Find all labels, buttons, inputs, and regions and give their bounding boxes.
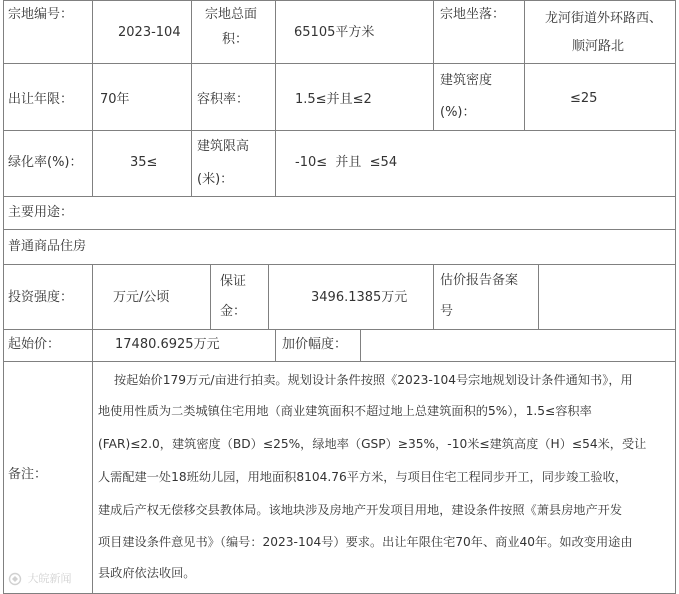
appraisal-label-line2: 号: [440, 304, 454, 319]
grid-line: [92, 130, 93, 196]
remark-line: 项目建设条件意见书》（编号：2023-104号）要求。出让年限住宅70年、商业40年。如改变用途由: [98, 535, 633, 549]
start-price-label: 起始价：: [8, 337, 61, 352]
grid-line: [433, 264, 434, 329]
grid-line: [433, 63, 434, 130]
density-value: ≤25: [570, 91, 598, 106]
grid-line: [191, 63, 192, 130]
green-value: 35≤: [130, 155, 158, 170]
term-label: 出让年限：: [8, 92, 74, 107]
area-label-line2: 积：: [222, 32, 249, 47]
grid-line: [210, 264, 211, 329]
grid-line: [3, 361, 676, 362]
increment-label: 加价幅度：: [282, 337, 348, 352]
main-use-label: 主要用途：: [8, 205, 74, 220]
remark-line: 人需配建一处18班幼儿园，用地面积8104.76平方米，与项目住宅工程同步开工，同步竣工验收，: [98, 470, 628, 484]
grid-line: [675, 0, 676, 594]
grid-line: [360, 329, 361, 361]
term-value: 70年: [100, 92, 130, 107]
height-label-line1: 建筑限高: [197, 139, 250, 154]
grid-line: [3, 130, 676, 131]
deposit-label-line2: 金：: [220, 304, 247, 319]
watermark: [8, 570, 72, 586]
grid-line: [3, 63, 676, 64]
grid-line: [524, 0, 525, 63]
grid-line: [3, 0, 676, 1]
watermark-text: 大皖新闻: [27, 572, 72, 585]
grid-line: [92, 264, 93, 329]
main-use-value: 普通商品住房: [8, 239, 87, 254]
grid-line: [275, 63, 276, 130]
far-value: 1.5≤并且≤2: [295, 92, 372, 107]
grid-line: [3, 229, 676, 230]
remark-line: (FAR)≤2.0，建筑密度（BD）≤25%，绿地率（GSP）≥35%，-10米≤建筑高度（H）≤54米，受让: [98, 437, 647, 451]
watermark-logo-icon: [8, 572, 24, 586]
appraisal-label-line1: 估价报告备案: [440, 273, 519, 288]
area-value: 65105平方米: [294, 25, 375, 40]
remark-line: 建成后产权无偿移交县教体局。该地块涉及房地产开发项目用地，建设条件按照《萧县房地产开发: [98, 503, 623, 517]
grid-line: [92, 329, 93, 361]
remark-label: 备注：: [8, 467, 48, 482]
height-value: -10≤ 并且 ≤54: [295, 155, 398, 170]
far-label: 容积率：: [197, 92, 250, 107]
grid-line: [3, 196, 676, 197]
deposit-label-line1: 保证: [220, 274, 247, 289]
grid-line: [191, 130, 192, 196]
location-value-line1: 龙河街道外环路西、: [545, 11, 663, 26]
grid-line: [275, 0, 276, 63]
remark-line: 按起始价179万元/亩进行拍卖。规划设计条件按照《2023-104号宗地规划设计条件通知书》，用: [114, 373, 633, 387]
grid-line: [275, 130, 276, 196]
grid-line: [92, 361, 93, 594]
grid-line: [524, 63, 525, 130]
start-price-value: 17480.6925万元: [115, 337, 220, 352]
grid-line: [538, 264, 539, 329]
remark-line: 县政府依法收回。: [98, 566, 196, 580]
green-label: 绿化率(%)：: [8, 155, 83, 170]
grid-line: [92, 0, 93, 63]
grid-line: [268, 264, 269, 329]
location-value-line2: 顺河路北: [572, 39, 625, 54]
grid-line: [191, 0, 192, 63]
density-label-line1: 建筑密度: [440, 73, 493, 88]
height-label-line2: (米)：: [197, 172, 234, 187]
area-label-line1: 宗地总面: [205, 7, 258, 22]
density-label-line2: (%)：: [440, 105, 476, 120]
grid-line: [433, 0, 434, 63]
grid-line: [92, 63, 93, 130]
investment-label: 投资强度：: [8, 290, 74, 305]
grid-line: [3, 264, 676, 265]
grid-line: [3, 0, 4, 594]
investment-value: 万元/公顷: [113, 290, 170, 305]
parcel-no-value: 2023-104: [118, 25, 181, 40]
deposit-value: 3496.1385万元: [311, 290, 408, 305]
grid-line: [3, 329, 676, 330]
remark-line: 地使用性质为二类城镇住宅用地（商业建筑面积不超过地上总建筑面积的5%），1.5≤容积率: [98, 404, 592, 418]
grid-line: [275, 329, 276, 361]
location-label: 宗地坐落：: [440, 7, 506, 22]
parcel-no-label: 宗地编号：: [8, 7, 74, 22]
